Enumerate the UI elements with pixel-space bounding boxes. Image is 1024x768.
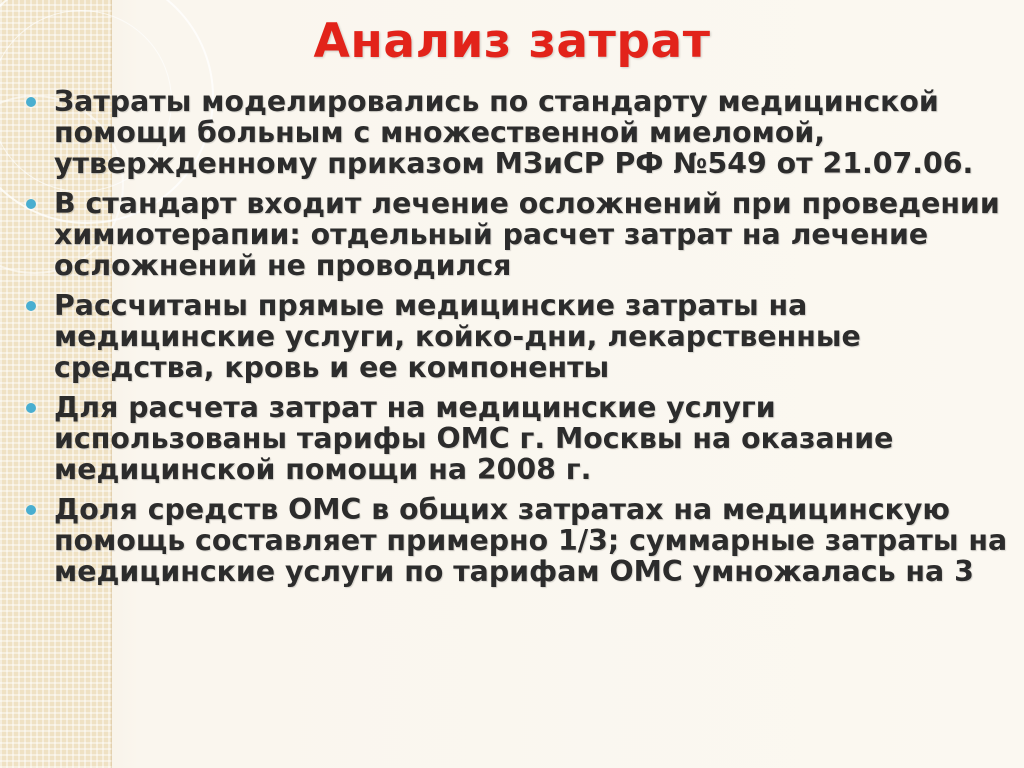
bullet-item [26, 494, 1014, 587]
bullet-dot-icon [26, 199, 36, 209]
bullet-dot-icon [26, 97, 36, 107]
bullet-dot-icon [26, 301, 36, 311]
bullet-text: Для расчета затрат на медицинские услуги использованы тарифы ОМС г. Москвы на оказание медицинской помощи на 2008 г. [54, 391, 894, 486]
bullet-text: Затраты моделировались по стандарту медицинской помощи больным с множественной миеломой, утвержденному приказом МЗиСР РФ №549 от 21.07.06. [54, 85, 974, 180]
bullet-item [26, 392, 1014, 485]
bullet-dot-icon [26, 403, 36, 413]
slide-title: Анализ затрат [313, 14, 711, 69]
bullet-text: Доля средств ОМС в общих затратах на медицинскую помощь составляет примерно 1/3; суммарные затраты на медицинские услуги по тарифам ОМС умножалась на 3 [54, 493, 1008, 588]
bullet-item [26, 188, 1014, 281]
bullet-text: Рассчитаны прямые медицинские затраты на медицинские услуги, койко-дни, лекарственные средства, кровь и ее компоненты [54, 289, 861, 384]
bullet-list [26, 86, 1014, 596]
bullet-item [26, 290, 1014, 383]
bullet-text: В стандарт входит лечение осложнений при проведении химиотерапии: отдельный расчет затрат на лечение осложнений не проводился [54, 187, 1000, 282]
bullet-item [26, 86, 1014, 179]
bullet-dot-icon [26, 505, 36, 515]
